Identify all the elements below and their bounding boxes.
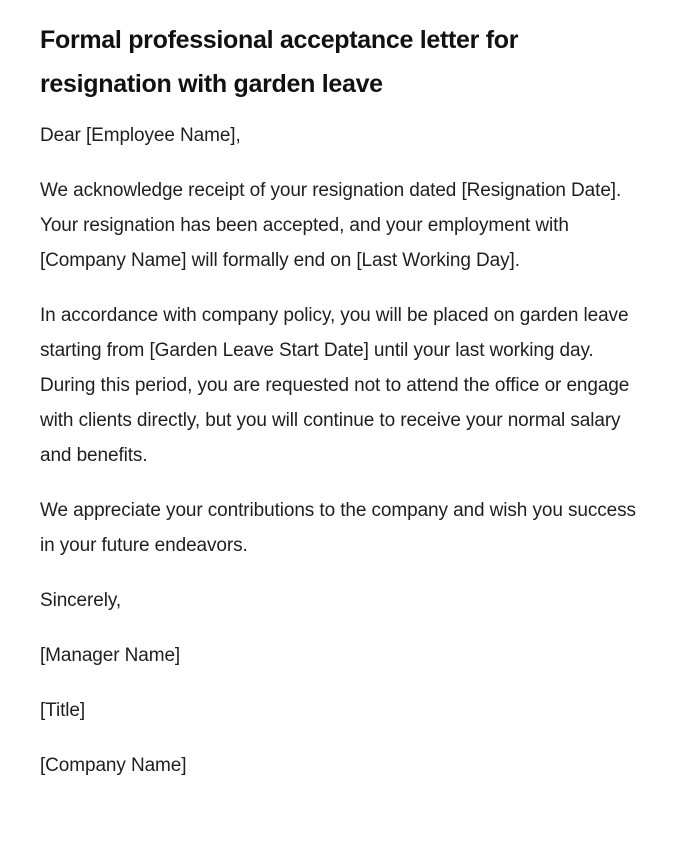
closing: Sincerely, [40,590,122,611]
paragraph-acknowledgement: We acknowledge receipt of your resignation dated [Resignation Date]. Your resignation has been accepted, and your employment with [Company Name] will formally end on [Last Working Day]. [40,180,622,271]
signature-company-name: [Company Name] [40,755,187,776]
paragraph-appreciation: We appreciate your contributions to the company and wish you success in your future endeavors. [40,500,636,556]
signature-manager-name: [Manager Name] [40,645,181,666]
salutation: Dear [Employee Name], [40,125,241,146]
signature-title: [Title] [40,700,86,721]
letter-title: Formal professional acceptance letter for resignation with garden leave [40,26,519,98]
paragraph-garden-leave: In accordance with company policy, you will be placed on garden leave starting from [Garden Leave Start Date] until your last working day. During this period, you are requested not to attend the office or engage with clients directly, but you will continue to receive your normal salary and benefits. [40,305,630,466]
